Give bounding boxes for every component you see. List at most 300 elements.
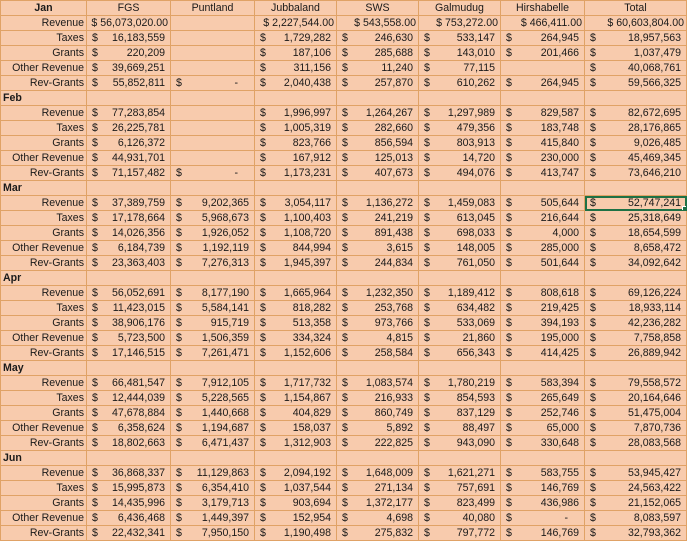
cell-fgs[interactable] [87, 391, 171, 406]
empty-cell[interactable] [171, 91, 255, 106]
cell-fgs[interactable]: $ 56,073,020.00 [87, 16, 171, 31]
cell-total[interactable] [585, 226, 687, 241]
cell-fgs[interactable] [87, 46, 171, 61]
cell-puntland[interactable] [171, 196, 255, 211]
row-label[interactable]: Grants [1, 226, 87, 241]
row-label[interactable]: Rev-Grants [1, 436, 87, 451]
row-label[interactable]: Grants [1, 496, 87, 511]
currency-symbol: $ [342, 212, 348, 224]
empty-cell[interactable] [419, 361, 501, 376]
cell-hirshabelle[interactable] [501, 466, 585, 481]
cell-value: 253,768 [374, 302, 413, 314]
empty-cell[interactable] [171, 271, 255, 286]
cell-hirshabelle[interactable] [501, 391, 585, 406]
empty-cell[interactable] [501, 361, 585, 376]
cell-hirshabelle[interactable] [501, 136, 585, 151]
empty-cell[interactable] [585, 361, 687, 376]
cell-hirshabelle[interactable] [501, 406, 585, 421]
cell-fgs[interactable] [87, 136, 171, 151]
row-label[interactable]: Revenue [1, 106, 87, 121]
currency-symbol: $ [176, 77, 182, 89]
row-label[interactable]: Rev-Grants [1, 346, 87, 361]
empty-cell[interactable] [419, 451, 501, 466]
row-label[interactable]: Taxes [1, 481, 87, 496]
empty-cell[interactable] [171, 451, 255, 466]
cell-galmudug[interactable] [419, 196, 501, 211]
cell-jubbaland[interactable] [255, 376, 337, 391]
empty-cell[interactable] [337, 451, 419, 466]
cell-hirshabelle[interactable] [501, 376, 585, 391]
cell-jubbaland[interactable] [255, 316, 337, 331]
cell-jubbaland[interactable] [255, 511, 337, 526]
cell-total[interactable] [585, 151, 687, 166]
cell-value: 1,297,989 [447, 107, 495, 119]
currency-symbol: $ [176, 422, 182, 434]
cell-hirshabelle[interactable] [501, 151, 585, 166]
cell-fgs[interactable] [87, 301, 171, 316]
cell-sws[interactable] [337, 526, 419, 541]
row-label[interactable]: Taxes [1, 391, 87, 406]
cell-hirshabelle[interactable] [501, 496, 585, 511]
cell-total[interactable] [585, 136, 687, 151]
column-header-galmudug[interactable]: Galmudug [419, 1, 501, 16]
cell-sws[interactable] [337, 121, 419, 136]
cell-galmudug[interactable] [419, 286, 501, 301]
cell-fgs[interactable] [87, 166, 171, 181]
cell-puntland[interactable] [171, 466, 255, 481]
cell-jubbaland[interactable] [255, 196, 337, 211]
row-label[interactable]: Other Revenue [1, 421, 87, 436]
cell-galmudug[interactable] [419, 376, 501, 391]
cell-sws[interactable] [337, 286, 419, 301]
empty-cell[interactable] [585, 271, 687, 286]
cell-jubbaland[interactable] [255, 121, 337, 136]
cell-galmudug[interactable] [419, 106, 501, 121]
cell-galmudug[interactable] [419, 331, 501, 346]
cell-jubbaland[interactable] [255, 526, 337, 541]
cell-hirshabelle[interactable] [501, 421, 585, 436]
cell-jubbaland[interactable] [255, 106, 337, 121]
cell-sws[interactable] [337, 316, 419, 331]
row-label[interactable]: Taxes [1, 301, 87, 316]
cell-galmudug[interactable] [419, 301, 501, 316]
cell-fgs[interactable] [87, 436, 171, 451]
empty-cell[interactable] [501, 271, 585, 286]
cell-puntland[interactable] [171, 421, 255, 436]
cell-puntland[interactable] [171, 496, 255, 511]
cell-fgs[interactable] [87, 376, 171, 391]
cell-jubbaland[interactable] [255, 226, 337, 241]
cell-total[interactable] [585, 511, 687, 526]
cell-fgs[interactable] [87, 241, 171, 256]
row-label[interactable]: Grants [1, 406, 87, 421]
cell-puntland[interactable] [171, 121, 255, 136]
cell-galmudug[interactable] [419, 61, 501, 76]
cell-puntland[interactable] [171, 211, 255, 226]
cell-fgs[interactable] [87, 466, 171, 481]
cell-sws[interactable] [337, 391, 419, 406]
cell-sws[interactable] [337, 61, 419, 76]
row-label[interactable]: Rev-Grants [1, 526, 87, 541]
cell-hirshabelle[interactable] [501, 226, 585, 241]
cell-jubbaland[interactable] [255, 481, 337, 496]
cell-sws[interactable] [337, 196, 419, 211]
cell-sws[interactable] [337, 151, 419, 166]
cell-puntland[interactable] [171, 136, 255, 151]
cell-puntland[interactable] [171, 511, 255, 526]
cell-jubbaland[interactable] [255, 31, 337, 46]
cell-total[interactable] [585, 31, 687, 46]
empty-cell[interactable] [87, 361, 171, 376]
cell-puntland[interactable] [171, 481, 255, 496]
cell-hirshabelle[interactable] [501, 46, 585, 61]
cell-total[interactable] [585, 211, 687, 226]
cell-jubbaland[interactable]: $ 2,227,544.00 [255, 16, 337, 31]
cell-hirshabelle[interactable] [501, 481, 585, 496]
row-label[interactable]: Grants [1, 136, 87, 151]
cell-fgs[interactable] [87, 511, 171, 526]
cell-hirshabelle[interactable] [501, 256, 585, 271]
row-label[interactable]: Other Revenue [1, 331, 87, 346]
empty-cell[interactable] [585, 91, 687, 106]
cell-jubbaland[interactable] [255, 406, 337, 421]
cell-hirshabelle[interactable] [501, 166, 585, 181]
cell-puntland[interactable] [171, 376, 255, 391]
cell-galmudug[interactable] [419, 391, 501, 406]
empty-cell[interactable] [419, 271, 501, 286]
cell-fgs[interactable] [87, 61, 171, 76]
cell-hirshabelle[interactable] [501, 436, 585, 451]
cell-sws[interactable] [337, 211, 419, 226]
cell-total[interactable] [585, 346, 687, 361]
row-label[interactable]: Taxes [1, 31, 87, 46]
row-label[interactable]: Revenue [1, 16, 87, 31]
cell-total[interactable] [585, 106, 687, 121]
cell-value: 8,083,597 [633, 512, 681, 524]
cell-puntland[interactable] [171, 346, 255, 361]
cell-puntland[interactable] [171, 436, 255, 451]
cell-puntland[interactable] [171, 301, 255, 316]
row-label[interactable]: Grants [1, 46, 87, 61]
cell-total[interactable] [585, 61, 687, 76]
cell-puntland[interactable] [171, 31, 255, 46]
cell-galmudug[interactable] [419, 421, 501, 436]
currency-symbol: $ [424, 377, 430, 389]
cell-value: 6,436,468 [117, 512, 165, 524]
cell-total[interactable] [585, 481, 687, 496]
cell-galmudug[interactable] [419, 121, 501, 136]
empty-cell[interactable] [255, 271, 337, 286]
section-label-apr[interactable]: Apr [1, 271, 87, 286]
currency-symbol: $ [176, 167, 182, 179]
cell-total[interactable] [585, 436, 687, 451]
row-label[interactable]: Other Revenue [1, 241, 87, 256]
row-label[interactable]: Other Revenue [1, 151, 87, 166]
empty-cell[interactable] [171, 181, 255, 196]
cell-galmudug[interactable] [419, 136, 501, 151]
currency-symbol: $ [590, 257, 596, 269]
column-header-total[interactable]: Total [585, 1, 687, 16]
cell-puntland[interactable] [171, 316, 255, 331]
cell-hirshabelle[interactable] [501, 511, 585, 526]
empty-cell[interactable] [255, 91, 337, 106]
cell-puntland[interactable] [171, 166, 255, 181]
cell-hirshabelle[interactable] [501, 316, 585, 331]
cell-puntland[interactable] [171, 526, 255, 541]
cell-galmudug[interactable] [419, 481, 501, 496]
cell-jubbaland[interactable] [255, 496, 337, 511]
cell-fgs[interactable] [87, 316, 171, 331]
cell-hirshabelle[interactable] [501, 526, 585, 541]
cell-fgs[interactable] [87, 211, 171, 226]
cell-sws[interactable] [337, 466, 419, 481]
cell-total[interactable] [585, 196, 687, 211]
cell-galmudug[interactable] [419, 526, 501, 541]
column-header-hirshabelle[interactable]: Hirshabelle [501, 1, 585, 16]
cell-fgs[interactable] [87, 496, 171, 511]
cell-puntland[interactable] [171, 151, 255, 166]
cell-fgs[interactable] [87, 346, 171, 361]
cell-hirshabelle[interactable] [501, 196, 585, 211]
cell-puntland[interactable] [171, 331, 255, 346]
cell-puntland[interactable] [171, 256, 255, 271]
cell-fgs[interactable] [87, 31, 171, 46]
cell-jubbaland[interactable] [255, 331, 337, 346]
empty-cell[interactable] [87, 91, 171, 106]
empty-cell[interactable] [419, 91, 501, 106]
cell-fgs[interactable] [87, 76, 171, 91]
cell-hirshabelle[interactable] [501, 241, 585, 256]
row-label[interactable]: Taxes [1, 211, 87, 226]
cell-galmudug[interactable] [419, 76, 501, 91]
cell-fgs[interactable] [87, 121, 171, 136]
cell-total[interactable] [585, 466, 687, 481]
cell-total[interactable] [585, 121, 687, 136]
cell-total[interactable] [585, 241, 687, 256]
cell-galmudug[interactable] [419, 256, 501, 271]
cell-puntland[interactable] [171, 61, 255, 76]
cell-galmudug[interactable] [419, 166, 501, 181]
cell-puntland[interactable] [171, 391, 255, 406]
empty-cell[interactable] [255, 451, 337, 466]
empty-cell[interactable] [255, 181, 337, 196]
cell-jubbaland[interactable] [255, 151, 337, 166]
cell-sws[interactable] [337, 256, 419, 271]
cell-sws[interactable] [337, 166, 419, 181]
empty-cell[interactable] [87, 181, 171, 196]
cell-jubbaland[interactable] [255, 136, 337, 151]
row-label[interactable]: Revenue [1, 196, 87, 211]
cell-sws[interactable] [337, 31, 419, 46]
cell-sws[interactable] [337, 376, 419, 391]
cell-fgs[interactable] [87, 226, 171, 241]
cell-hirshabelle[interactable] [501, 286, 585, 301]
row-label[interactable]: Rev-Grants [1, 166, 87, 181]
cell-total[interactable] [585, 316, 687, 331]
cell-sws[interactable] [337, 346, 419, 361]
section-label-mar[interactable]: Mar [1, 181, 87, 196]
cell-galmudug[interactable] [419, 436, 501, 451]
cell-total[interactable] [585, 256, 687, 271]
section-label-may[interactable]: May [1, 361, 87, 376]
cell-sws[interactable] [337, 496, 419, 511]
cell-total[interactable] [585, 46, 687, 61]
cell-sws[interactable] [337, 301, 419, 316]
row-label[interactable]: Grants [1, 316, 87, 331]
cell-jubbaland[interactable] [255, 436, 337, 451]
cell-fgs[interactable] [87, 106, 171, 121]
cell-total[interactable]: $ 60,603,804.00 [585, 16, 687, 31]
empty-cell[interactable] [419, 181, 501, 196]
empty-cell[interactable] [501, 181, 585, 196]
cell-hirshabelle[interactable] [501, 61, 585, 76]
cell-galmudug[interactable] [419, 316, 501, 331]
cell-sws[interactable] [337, 331, 419, 346]
cell-jubbaland[interactable] [255, 421, 337, 436]
empty-cell[interactable] [501, 91, 585, 106]
cell-galmudug[interactable]: $ 753,272.00 [419, 16, 501, 31]
cell-sws[interactable] [337, 421, 419, 436]
cell-fgs[interactable] [87, 286, 171, 301]
section-header-jan[interactable]: Jan [1, 1, 87, 16]
cell-puntland[interactable] [171, 226, 255, 241]
cell-fgs[interactable] [87, 196, 171, 211]
cell-jubbaland[interactable] [255, 346, 337, 361]
cell-galmudug[interactable] [419, 466, 501, 481]
column-header-fgs[interactable]: FGS [87, 1, 171, 16]
cell-hirshabelle[interactable] [501, 106, 585, 121]
empty-cell[interactable] [585, 451, 687, 466]
cell-sws[interactable] [337, 106, 419, 121]
cell-hirshabelle[interactable] [501, 76, 585, 91]
cell-galmudug[interactable] [419, 496, 501, 511]
section-label-jun[interactable]: Jun [1, 451, 87, 466]
row-label[interactable]: Revenue [1, 466, 87, 481]
cell-total[interactable] [585, 76, 687, 91]
row-label[interactable]: Revenue [1, 286, 87, 301]
cell-fgs[interactable] [87, 406, 171, 421]
cell-puntland[interactable] [171, 76, 255, 91]
empty-cell[interactable] [337, 91, 419, 106]
cell-jubbaland[interactable] [255, 211, 337, 226]
cell-total[interactable] [585, 331, 687, 346]
cell-jubbaland[interactable] [255, 301, 337, 316]
empty-cell[interactable] [585, 181, 687, 196]
section-label-feb[interactable]: Feb [1, 91, 87, 106]
cell-galmudug[interactable] [419, 151, 501, 166]
cell-total[interactable] [585, 526, 687, 541]
cell-jubbaland[interactable] [255, 76, 337, 91]
cell-fgs[interactable] [87, 331, 171, 346]
cell-jubbaland[interactable] [255, 61, 337, 76]
cell-galmudug[interactable] [419, 241, 501, 256]
cell-sws[interactable] [337, 481, 419, 496]
cell-hirshabelle[interactable] [501, 211, 585, 226]
cell-total[interactable] [585, 421, 687, 436]
cell-sws[interactable] [337, 76, 419, 91]
empty-cell[interactable] [87, 271, 171, 286]
empty-cell[interactable] [255, 361, 337, 376]
cell-galmudug[interactable] [419, 346, 501, 361]
cell-sws[interactable] [337, 436, 419, 451]
empty-cell[interactable] [501, 451, 585, 466]
cell-fgs[interactable] [87, 481, 171, 496]
cell-hirshabelle[interactable]: $ 466,411.00 [501, 16, 585, 31]
cell-fgs[interactable] [87, 421, 171, 436]
empty-cell[interactable] [87, 451, 171, 466]
cell-fgs[interactable] [87, 526, 171, 541]
cell-puntland[interactable] [171, 16, 255, 31]
cell-sws[interactable]: $ 543,558.00 [337, 16, 419, 31]
cell-fgs[interactable] [87, 256, 171, 271]
cell-jubbaland[interactable] [255, 466, 337, 481]
cell-jubbaland[interactable] [255, 241, 337, 256]
cell-puntland[interactable] [171, 241, 255, 256]
cell-sws[interactable] [337, 406, 419, 421]
cell-galmudug[interactable] [419, 511, 501, 526]
cell-jubbaland[interactable] [255, 256, 337, 271]
cell-galmudug[interactable] [419, 406, 501, 421]
cell-sws[interactable] [337, 226, 419, 241]
cell-hirshabelle[interactable] [501, 121, 585, 136]
cell-puntland[interactable] [171, 106, 255, 121]
cell-total[interactable] [585, 286, 687, 301]
cell-jubbaland[interactable] [255, 286, 337, 301]
cell-galmudug[interactable] [419, 46, 501, 61]
cell-galmudug[interactable] [419, 211, 501, 226]
cell-value: 1,372,177 [365, 497, 413, 509]
cell-fgs[interactable] [87, 151, 171, 166]
cell-hirshabelle[interactable] [501, 346, 585, 361]
row-label[interactable]: Taxes [1, 121, 87, 136]
cell-total[interactable] [585, 391, 687, 406]
cell-total[interactable] [585, 166, 687, 181]
cell-hirshabelle[interactable] [501, 331, 585, 346]
cell-galmudug[interactable] [419, 226, 501, 241]
row-label[interactable]: Rev-Grants [1, 76, 87, 91]
cell-total[interactable] [585, 406, 687, 421]
cell-sws[interactable] [337, 46, 419, 61]
cell-sws[interactable] [337, 241, 419, 256]
cell-puntland[interactable] [171, 286, 255, 301]
empty-cell[interactable] [171, 361, 255, 376]
row-label[interactable]: Other Revenue [1, 511, 87, 526]
cell-puntland[interactable] [171, 46, 255, 61]
cell-puntland[interactable] [171, 406, 255, 421]
cell-total[interactable] [585, 496, 687, 511]
cell-sws[interactable] [337, 511, 419, 526]
cell-hirshabelle[interactable] [501, 31, 585, 46]
cell-jubbaland[interactable] [255, 391, 337, 406]
column-header-sws[interactable]: SWS [337, 1, 419, 16]
cell-hirshabelle[interactable] [501, 301, 585, 316]
cell-value: 17,178,664 [111, 212, 165, 224]
row-label[interactable]: Rev-Grants [1, 256, 87, 271]
empty-cell[interactable] [337, 181, 419, 196]
cell-jubbaland[interactable] [255, 46, 337, 61]
cell-total[interactable] [585, 301, 687, 316]
column-header-jubbaland[interactable]: Jubbaland [255, 1, 337, 16]
row-label[interactable]: Revenue [1, 376, 87, 391]
cell-galmudug[interactable] [419, 31, 501, 46]
empty-cell[interactable] [337, 271, 419, 286]
cell-sws[interactable] [337, 136, 419, 151]
column-header-puntland[interactable]: Puntland [171, 1, 255, 16]
empty-cell[interactable] [337, 361, 419, 376]
cell-jubbaland[interactable] [255, 166, 337, 181]
row-label[interactable]: Other Revenue [1, 61, 87, 76]
cell-total[interactable] [585, 376, 687, 391]
